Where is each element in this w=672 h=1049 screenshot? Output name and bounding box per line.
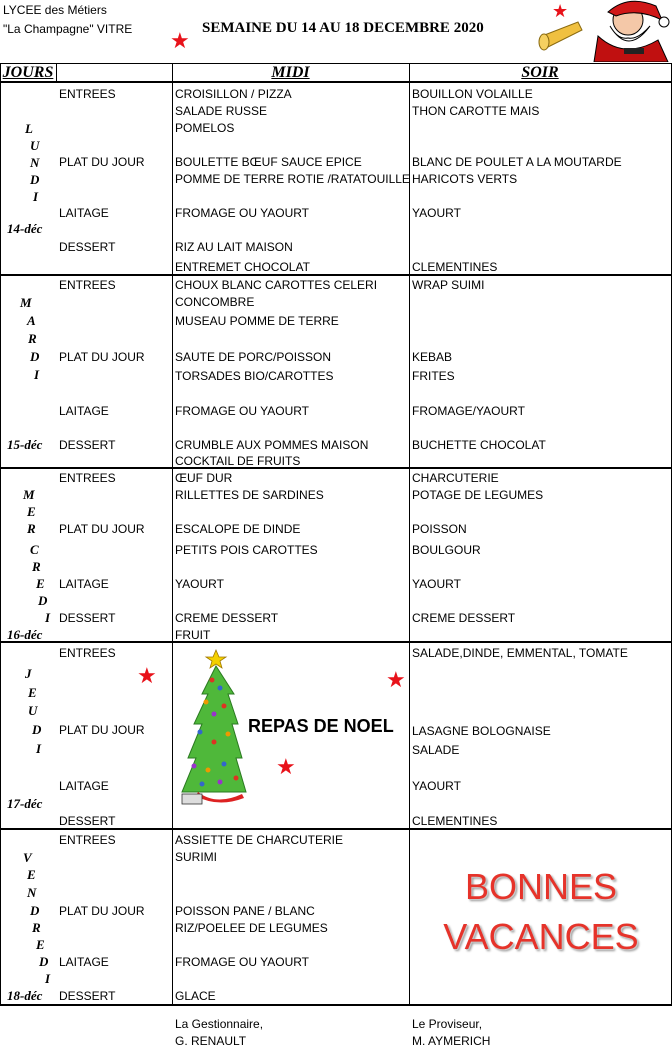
day-date: 18-déc bbox=[7, 988, 43, 1003]
menu-item: CLEMENTINES bbox=[412, 814, 498, 828]
menu-item: ŒUF DUR bbox=[175, 471, 233, 485]
christmas-tree-icon bbox=[178, 646, 250, 808]
bonnes-banner: BONNES bbox=[464, 866, 618, 907]
menu-item: CHARCUTERIE bbox=[412, 471, 499, 485]
menu-item: RILLETTES DE SARDINES bbox=[175, 488, 324, 502]
day-letter: U bbox=[30, 138, 40, 153]
menu-item: TORSADES BIO/CAROTTES bbox=[175, 369, 334, 383]
day-date: 17-déc bbox=[7, 796, 43, 811]
label-plat: PLAT DU JOUR bbox=[59, 723, 145, 737]
menu-item: CROISILLON / PIZZA bbox=[175, 87, 292, 101]
menu-item: FROMAGE OU YAOURT bbox=[175, 206, 310, 220]
menu-item: CLEMENTINES bbox=[412, 260, 498, 274]
label-plat: PLAT DU JOUR bbox=[59, 522, 145, 536]
day-letter: I bbox=[45, 971, 51, 986]
gestionnaire-name: G. RENAULT bbox=[175, 1034, 247, 1048]
menu-item: THON CAROTTE MAIS bbox=[412, 104, 540, 118]
menu-item: COCKTAIL DE FRUITS bbox=[175, 454, 301, 468]
repas-de-noel-label: REPAS DE NOEL bbox=[248, 716, 394, 736]
day-letter: D bbox=[39, 954, 49, 969]
day-letter: E bbox=[36, 576, 45, 591]
menu-item: POISSON bbox=[412, 522, 467, 536]
label-laitage: LAITAGE bbox=[59, 779, 109, 793]
menu-item: CONCOMBRE bbox=[175, 295, 255, 309]
menu-item: GLACE bbox=[175, 989, 216, 1003]
day-letter: C bbox=[30, 542, 39, 557]
day-letter: I bbox=[45, 610, 51, 625]
santa-icon bbox=[538, 0, 672, 62]
label-entrees: ENTREES bbox=[59, 87, 116, 101]
label-dessert: DESSERT bbox=[59, 611, 116, 625]
menu-item: POMELOS bbox=[175, 121, 235, 135]
menu-item: KEBAB bbox=[412, 350, 453, 364]
menu-item: BLANC DE POULET A LA MOUTARDE bbox=[412, 155, 622, 169]
menu-item: FROMAGE OU YAOURT bbox=[175, 955, 310, 969]
menu-item: POTAGE DE LEGUMES bbox=[412, 488, 544, 502]
day-letter: U bbox=[28, 703, 38, 718]
day-letter: L bbox=[25, 121, 33, 136]
menu-item: WRAP SUIMI bbox=[412, 278, 485, 292]
menu-item: FRITES bbox=[412, 369, 455, 383]
menu-item: MUSEAU POMME DE TERRE bbox=[175, 314, 339, 328]
menu-item: SALADE bbox=[412, 743, 460, 757]
label-plat: PLAT DU JOUR bbox=[59, 904, 145, 918]
menu-item: SURIMI bbox=[175, 850, 217, 864]
menu-item: RIZ/POELEE DE LEGUMES bbox=[175, 921, 328, 935]
menu-item: POISSON PANE / BLANC bbox=[175, 904, 315, 918]
day-letter: N bbox=[27, 885, 37, 900]
day-letter: R bbox=[32, 920, 41, 935]
day-letter: A bbox=[27, 313, 36, 328]
day-letter: N bbox=[30, 155, 40, 170]
proviseur-name: M. AYMERICH bbox=[412, 1034, 491, 1048]
day-letter: R bbox=[32, 559, 41, 574]
day-date: 16-déc bbox=[7, 627, 43, 642]
label-laitage: LAITAGE bbox=[59, 955, 109, 969]
star-icon: ★ bbox=[276, 754, 296, 779]
menu-item: CRUMBLE AUX POMMES MAISON bbox=[175, 438, 369, 452]
menu-item: HARICOTS VERTS bbox=[412, 172, 518, 186]
col-header-soir: SOIR bbox=[521, 64, 559, 81]
menu-item: YAOURT bbox=[412, 206, 461, 220]
menu-item: YAOURT bbox=[412, 779, 461, 793]
day-letter: J bbox=[25, 666, 32, 681]
menu-item: ENTREMET CHOCOLAT bbox=[175, 260, 310, 274]
day-letter: M bbox=[23, 487, 35, 502]
menu-item: CREME DESSERT bbox=[412, 611, 516, 625]
menu-item: LASAGNE BOLOGNAISE bbox=[412, 724, 551, 738]
day-letter: E bbox=[27, 867, 36, 882]
menu-item: PETITS POIS CAROTTES bbox=[175, 543, 318, 557]
label-dessert: DESSERT bbox=[59, 438, 116, 452]
day-letter: I bbox=[34, 367, 40, 382]
label-dessert: DESSERT bbox=[59, 240, 116, 254]
day-letter: I bbox=[33, 189, 39, 204]
gestionnaire-title: La Gestionnaire, bbox=[175, 1017, 264, 1031]
menu-item: SALADE RUSSE bbox=[175, 104, 268, 118]
day-letter: R bbox=[28, 331, 37, 346]
menu-item: BOUILLON VOLAILLE bbox=[412, 87, 533, 101]
label-plat: PLAT DU JOUR bbox=[59, 350, 145, 364]
week-title: SEMAINE DU 14 AU 18 DECEMBRE 2020 bbox=[202, 20, 484, 36]
day-letter: D bbox=[32, 722, 42, 737]
menu-item: BUCHETTE CHOCOLAT bbox=[412, 438, 546, 452]
label-laitage: LAITAGE bbox=[59, 404, 109, 418]
label-entrees: ENTREES bbox=[59, 646, 116, 660]
menu-item: YAOURT bbox=[175, 577, 224, 591]
label-dessert: DESSERT bbox=[59, 989, 116, 1003]
day-date: 15-déc bbox=[7, 437, 43, 452]
day-letter: V bbox=[23, 850, 32, 865]
label-dessert: DESSERT bbox=[59, 814, 116, 828]
menu-item: SAUTE DE PORC/POISSON bbox=[175, 350, 332, 364]
star-icon: ★ bbox=[386, 667, 406, 692]
star-icon: ★ bbox=[137, 663, 157, 688]
label-entrees: ENTREES bbox=[59, 278, 116, 292]
menu-item: ESCALOPE DE DINDE bbox=[175, 522, 301, 536]
day-letter: E bbox=[28, 685, 37, 700]
day-letter: D bbox=[30, 172, 40, 187]
school-name: LYCEE des Métiers bbox=[3, 3, 107, 17]
day-letter: D bbox=[30, 903, 40, 918]
day-letter: D bbox=[30, 349, 40, 364]
label-laitage: LAITAGE bbox=[59, 577, 109, 591]
menu-item: ASSIETTE DE CHARCUTERIE bbox=[175, 833, 344, 847]
col-header-jours: JOURS bbox=[2, 64, 54, 81]
label-entrees: ENTREES bbox=[59, 471, 116, 485]
menu-item: RIZ AU LAIT MAISON bbox=[175, 240, 293, 254]
menu-item: BOULETTE BŒUF SAUCE EPICE bbox=[175, 155, 362, 169]
menu-item: FROMAGE/YAOURT bbox=[412, 404, 525, 418]
menu-item: CREME DESSERT bbox=[175, 611, 279, 625]
menu-item: CHOUX BLANC CAROTTES CELERI bbox=[175, 278, 378, 292]
label-entrees: ENTREES bbox=[59, 833, 116, 847]
col-header-midi: MIDI bbox=[271, 64, 310, 81]
day-letter: M bbox=[20, 295, 32, 310]
star-icon: ★ bbox=[170, 28, 190, 53]
day-letter: E bbox=[27, 504, 36, 519]
label-laitage: LAITAGE bbox=[59, 206, 109, 220]
school-city: "La Champagne" VITRE bbox=[3, 22, 133, 36]
menu-item: YAOURT bbox=[412, 577, 461, 591]
proviseur-title: Le Proviseur, bbox=[412, 1017, 483, 1031]
menu-item: BOULGOUR bbox=[412, 543, 481, 557]
menu-item: FRUIT bbox=[175, 628, 211, 642]
day-letter: R bbox=[27, 521, 36, 536]
vacances-banner: VACANCES bbox=[443, 916, 639, 957]
day-date: 14-déc bbox=[7, 221, 43, 236]
day-letter: I bbox=[36, 741, 42, 756]
menu-item: POMME DE TERRE ROTIE /RATATOUILLE bbox=[175, 172, 410, 186]
menu-item: SALADE,DINDE, EMMENTAL, TOMATE bbox=[412, 646, 628, 660]
menu-item: FROMAGE OU YAOURT bbox=[175, 404, 310, 418]
label-plat: PLAT DU JOUR bbox=[59, 155, 145, 169]
day-letter: D bbox=[38, 593, 48, 608]
day-letter: E bbox=[36, 937, 45, 952]
star-icon: ★ bbox=[552, 1, 569, 21]
